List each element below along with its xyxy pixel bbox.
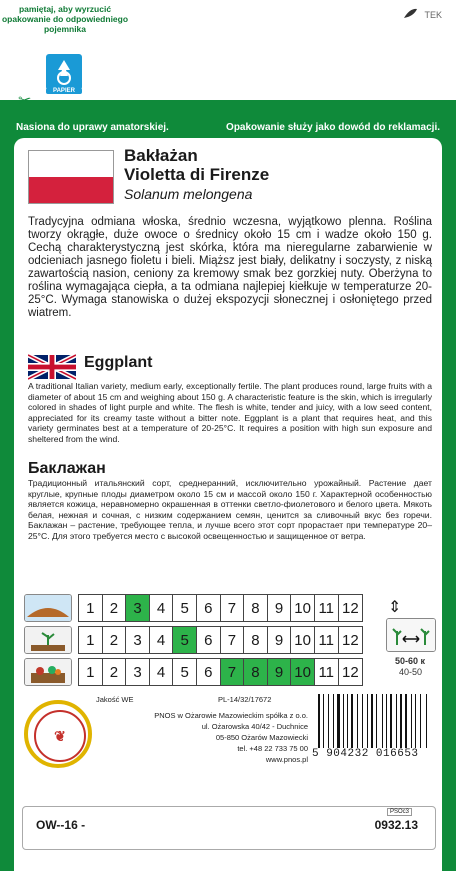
- barcode-bar: [398, 694, 399, 748]
- barcode-bar: [318, 694, 320, 748]
- barcode-bar: [390, 694, 392, 748]
- barcode-bar: [371, 694, 373, 748]
- barcode-bar: [349, 694, 350, 748]
- barcode-bar: [341, 694, 342, 748]
- barcode-bar: [426, 694, 427, 748]
- barcode-bar: [420, 694, 421, 748]
- website: www.pnos.pl: [265, 755, 308, 764]
- month-cell: 2: [103, 659, 127, 685]
- street: ul. Ożarowska 40/42 - Duchnice: [201, 722, 308, 731]
- barcode-bar: [324, 694, 327, 748]
- uk-flag-icon: [28, 352, 76, 382]
- barcode-bar: [347, 694, 348, 748]
- spacing-secondary: 40-50: [399, 667, 423, 677]
- month-cell: 2: [103, 627, 127, 653]
- month-cell: 10: [291, 659, 315, 685]
- month-cell: 11: [315, 659, 339, 685]
- barcode-bar: [330, 694, 332, 748]
- spacing-primary: 50-60 к: [395, 656, 426, 666]
- month-cell: 1: [79, 659, 103, 685]
- plant-spacing-icon: [386, 618, 436, 652]
- leaf-icon: [402, 8, 418, 20]
- english-heading: Eggplant: [84, 354, 153, 371]
- month-cell: 1: [79, 627, 103, 653]
- psoc-code: PSOc3: [387, 808, 412, 816]
- month-cell: 3: [126, 595, 150, 621]
- latin-name: Solanum melongena: [124, 186, 253, 202]
- brand-mark: TEK: [424, 10, 442, 20]
- barcode-bar: [374, 694, 376, 748]
- barcode-bar: [354, 694, 356, 748]
- recycle-notice: pamiętaj, aby wyrzucić opakowanie do odpowiedniego pojemnika: [1, 4, 129, 34]
- barcode-bar: [376, 694, 377, 748]
- month-cell: 5: [173, 659, 197, 685]
- month-cell: 12: [341, 599, 359, 617]
- month-cell: 10: [291, 595, 315, 621]
- barcode-bar: [386, 694, 388, 748]
- recycle-label: PAPIER: [46, 88, 82, 94]
- month-cell: 4: [150, 595, 174, 621]
- barcode-bar: [417, 694, 419, 748]
- month-cell: 5: [173, 627, 197, 653]
- city: 05-850 Ożarów Mazowiecki: [215, 733, 308, 742]
- month-cells: [78, 594, 363, 622]
- barcode-bar: [351, 694, 354, 748]
- barcode-bar: [408, 694, 410, 748]
- barcode-bar: [321, 694, 322, 748]
- lot-number: 0932.13: [374, 818, 418, 832]
- barcode-bar: [335, 694, 336, 748]
- month-cell: 5: [173, 595, 197, 621]
- month-cell: 9: [268, 659, 292, 685]
- barcode-bar: [328, 694, 329, 748]
- barcode-bar: [343, 694, 344, 748]
- month-cell: 9: [268, 627, 292, 653]
- barcode-bar: [396, 694, 397, 748]
- month-cell: 8: [244, 627, 268, 653]
- barcode-bar: [403, 694, 404, 748]
- phone: tel. +48 22 733 75 00: [237, 744, 308, 753]
- variety-name: Violetta di Firenze: [124, 165, 270, 184]
- barcode-bar: [405, 694, 408, 748]
- russian-heading: Баклажан: [28, 460, 106, 477]
- month-cell: 6: [197, 627, 221, 653]
- month-cells: [78, 658, 363, 686]
- month-cells: [78, 626, 363, 654]
- month-cell: 7: [221, 595, 245, 621]
- month-cell: 7: [221, 627, 245, 653]
- month-cell: 3: [126, 659, 150, 685]
- batch-code: OW--16 -: [36, 818, 86, 832]
- month-cell: 1: [79, 595, 103, 621]
- sowing-icon: [24, 594, 72, 622]
- barcode-bar: [333, 694, 335, 748]
- month-cell: 4: [150, 627, 174, 653]
- barcode: [318, 694, 430, 748]
- vertical-arrow-icon: ⇕: [388, 599, 402, 616]
- description-en: A traditional Italian variety, medium early, exceptionally fertile. The plant produces round, large fruits with a diameter of about 15 cm and weighing about 150 g. A characteristic feature is the skin, which is irregularly colored in shades of light purple and white. The flesh is white, tender and juicy, with a low seed content, appreciated for its creamy taste without a bitter note. Eggplant is a plant that requires heat, and this variety germinates best at a temperature of 20-25°C. It requires a position with high sun exposure and sheltered from the wind.: [28, 381, 432, 444]
- month-cell: 11: [315, 627, 339, 653]
- month-cell: 8: [244, 595, 268, 621]
- barcode-bar: [323, 694, 324, 748]
- month-cell: 4: [150, 659, 174, 685]
- description-ru: Традиционный итальянский сорт, среднеранний, исключительно урожайный. Растение дает круглые, крупные плоды диаметром около 15 см и массой около 150 г. Характерной особенностью является кожица, неравномерно окрашенная в оттенки светло-фиолетового и белого цвета. Мякоть белая, нежная и сочная, с низким содержанием семян, ценится за сливочный вкус без горечи. Баклажан – растение, требующее тепла, и лучше всего этот сорт прорастает при температуре 20–25°C. Для этого требуется место с высокой освещенностью и защищенное от ветра.: [28, 478, 432, 541]
- scissors-icon: ✂: [18, 93, 32, 110]
- barcode-bar: [400, 694, 402, 748]
- barcode-bar: [359, 694, 361, 748]
- barcode-bar: [427, 694, 429, 748]
- barcode-bar: [415, 694, 417, 748]
- barcode-bar: [411, 694, 412, 748]
- barcode-bar: [388, 694, 389, 748]
- barcode-bar: [369, 694, 370, 748]
- harvest-icon: [24, 658, 72, 686]
- producer-address: [96, 710, 308, 765]
- description-pl: Tradycyjna odmiana włoska, średnio wczesna, wyjątkowo plenna. Roślina tworzy okrągłe, duże owoce o średnicy około 15 cm i wadze około 150 g. Cechą charakterystyczną jest skórka, która ma nieregularne zabarwienie w odcieniach jasnego fioletu i bieli. Miąższ jest biały, delikatny i soczysty, z niską zawartością nasion, ceniony za kremowy smak bez gorzkiej nuty. Oberżyna to roślina wymagająca ciepła, a ta odmiana najlepiej kiełkuje w temperaturze 20-25°C. Wymaga stanowiska o dużej ekspozycji słonecznej i osłoniętego przed wiatrem.: [28, 216, 432, 319]
- month-cell: 12: [341, 631, 359, 649]
- month-cell: 9: [268, 595, 292, 621]
- month-cell: 6: [197, 659, 221, 685]
- month-cell: 7: [221, 659, 245, 685]
- month-cell: 3: [126, 627, 150, 653]
- complaint-notice: Opakowanie służy jako dowód do reklamacji.: [226, 122, 440, 133]
- barcode-bar: [367, 694, 368, 748]
- company-name: PNOS w Ożarowie Mazowieckim spółka z o.o.: [154, 711, 308, 720]
- barcode-bar: [362, 694, 363, 748]
- month-cell: 12: [341, 663, 359, 681]
- barcode-bar: [384, 694, 385, 748]
- month-cell: 10: [291, 627, 315, 653]
- barcode-bar: [382, 694, 383, 748]
- product-title: [124, 146, 269, 184]
- month-cell: 6: [197, 595, 221, 621]
- barcode-bar: [393, 694, 396, 748]
- quality-mark: Jakość WE: [96, 695, 134, 704]
- barcode-bar: [413, 694, 414, 748]
- month-cell: 2: [103, 595, 127, 621]
- planting-icon: [24, 626, 72, 654]
- barcode-bar: [378, 694, 381, 748]
- barcode-bar: [337, 694, 340, 748]
- cut-line: [0, 100, 456, 102]
- month-cell: 11: [315, 595, 339, 621]
- recycle-icon: [46, 54, 82, 90]
- amateur-notice: Nasiona do uprawy amatorskiej.: [16, 122, 169, 133]
- barcode-bar: [344, 694, 346, 748]
- barcode-bar: [364, 694, 367, 748]
- barcode-bar: [422, 694, 425, 748]
- polish-flag-icon: [28, 150, 114, 204]
- barcode-number: 5 904232 016653: [312, 748, 419, 760]
- quality-seal-logo: ❦: [24, 700, 92, 768]
- product-name: Bakłażan: [124, 146, 198, 165]
- registration-number: PL-14/32/17672: [218, 695, 272, 704]
- barcode-bar: [357, 694, 358, 748]
- month-cell: 8: [244, 659, 268, 685]
